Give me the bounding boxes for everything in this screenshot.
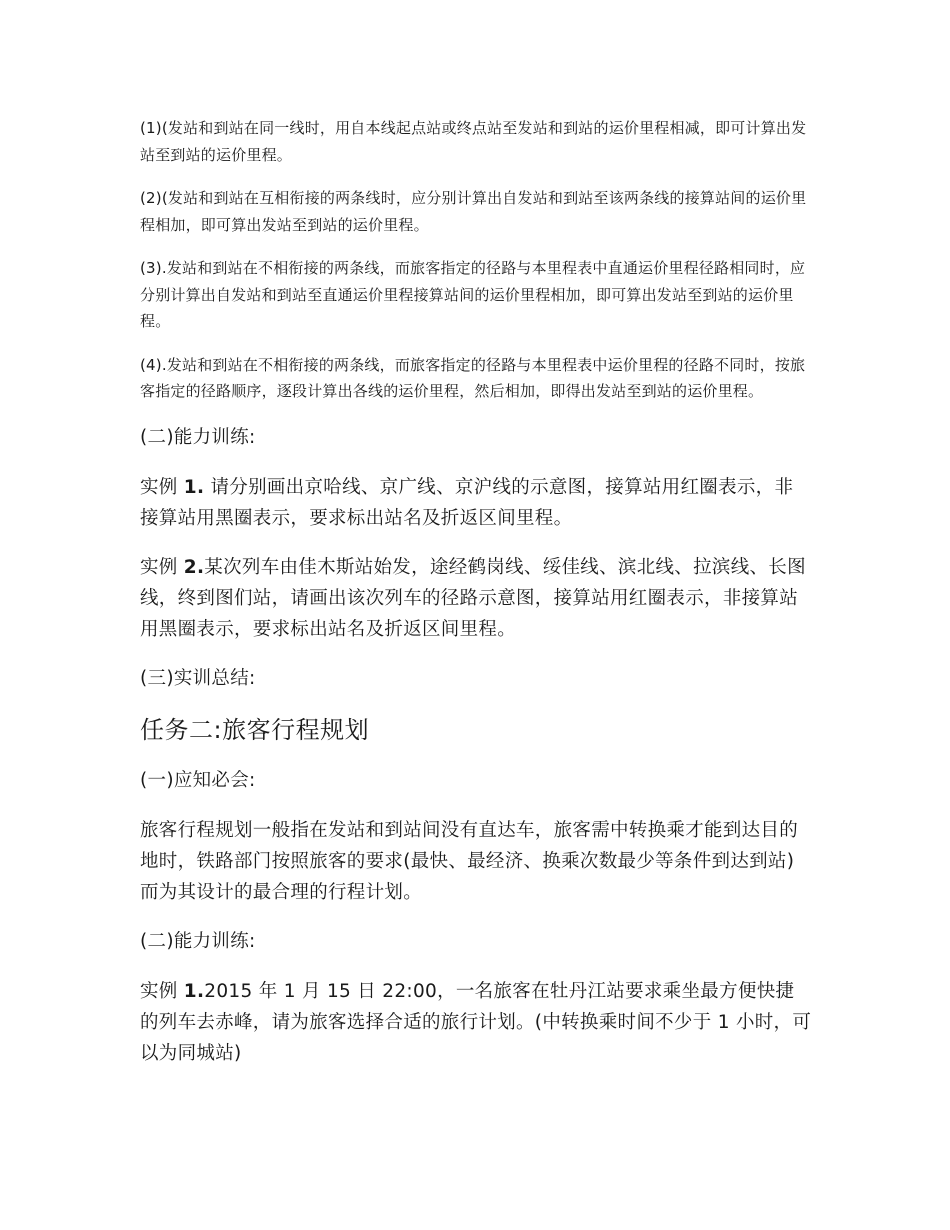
section-ability-training-2: (二)能力训练: [140, 930, 256, 952]
example-3-number: 1. [183, 980, 205, 1002]
section-training-summary: (三)实训总结: [140, 667, 256, 689]
example-3-text: 2015 年 1 月 15 日 22:00，一名旅客在牡丹江站要求乘坐最方便快捷的列车去赤峰，请为旅客选择合适的旅行计划。(中转换乘时间不少于 1 小时，可以为同城站) [140, 980, 812, 1064]
task-heading: 任务二:旅客行程规划 [140, 715, 370, 744]
rule-paragraph-3: (3).发站和到站在不相衔接的两条线，而旅客指定的径路与本里程表中直通运价里程径路相同时，应分别计算出自发站和到站至直通运价里程接算站间的运价里程相加，即可算出发站至到站的运价里程。 [140, 259, 806, 330]
example-1 [140, 472, 812, 534]
example-1-prefix: 实例 [140, 476, 184, 498]
section-knowledge: (一)应知必会: [140, 769, 256, 791]
rule-paragraph-2: (2)(发站和到站在互相衔接的两条线时，应分别计算出自发站和到站至该两条线的接算站间的运价里程相加，即可算出发站至到站的运价里程。 [140, 189, 807, 234]
section-ability-training: (二)能力训练: [140, 426, 256, 448]
example-2-number: 2. [183, 556, 205, 578]
document-body [140, 115, 812, 1087]
planning-paragraph: 旅客行程规划一般指在发站和到站间没有直达车，旅客需中转换乘才能到达目的地时，铁路部门按照旅客的要求(最快、最经济、换乘次数最少等条件到达到站)而为其设计的最合理的行程计划。 [140, 819, 799, 903]
example-2 [140, 552, 812, 645]
example-1-text: 请分别画出京哈线、京广线、京沪线的示意图，接算站用红圈表示，非接算站用黑圈表示，要求标出站名及折返区间里程。 [140, 476, 794, 529]
rule-paragraph-4: (4).发站和到站在不相衔接的两条线，而旅客指定的径路与本里程表中运价里程的径路不同时，按旅客指定的径路顺序，逐段计算出各线的运价里程，然后相加，即得出发站至到站的运价里程。 [140, 355, 806, 400]
example-3 [140, 976, 812, 1069]
example-1-number: 1. [183, 476, 205, 498]
rule-paragraph-1: (1)(发站和到站在同一线时，用自本线起点站或终点站至发站和到站的运价里程相减，即可计算出发站至到站的运价里程。 [140, 119, 807, 164]
example-2-prefix: 实例 [140, 556, 184, 578]
example-2-text: 某次列车由佳木斯站始发，途经鹤岗线、绥佳线、滨北线、拉滨线、长图线，终到图们站，请画出该次列车的径路示意图，接算站用红圈表示，非接算站用黑圈表示，要求标出站名及折返区间里程。 [140, 556, 806, 640]
example-3-prefix: 实例 [140, 980, 184, 1002]
